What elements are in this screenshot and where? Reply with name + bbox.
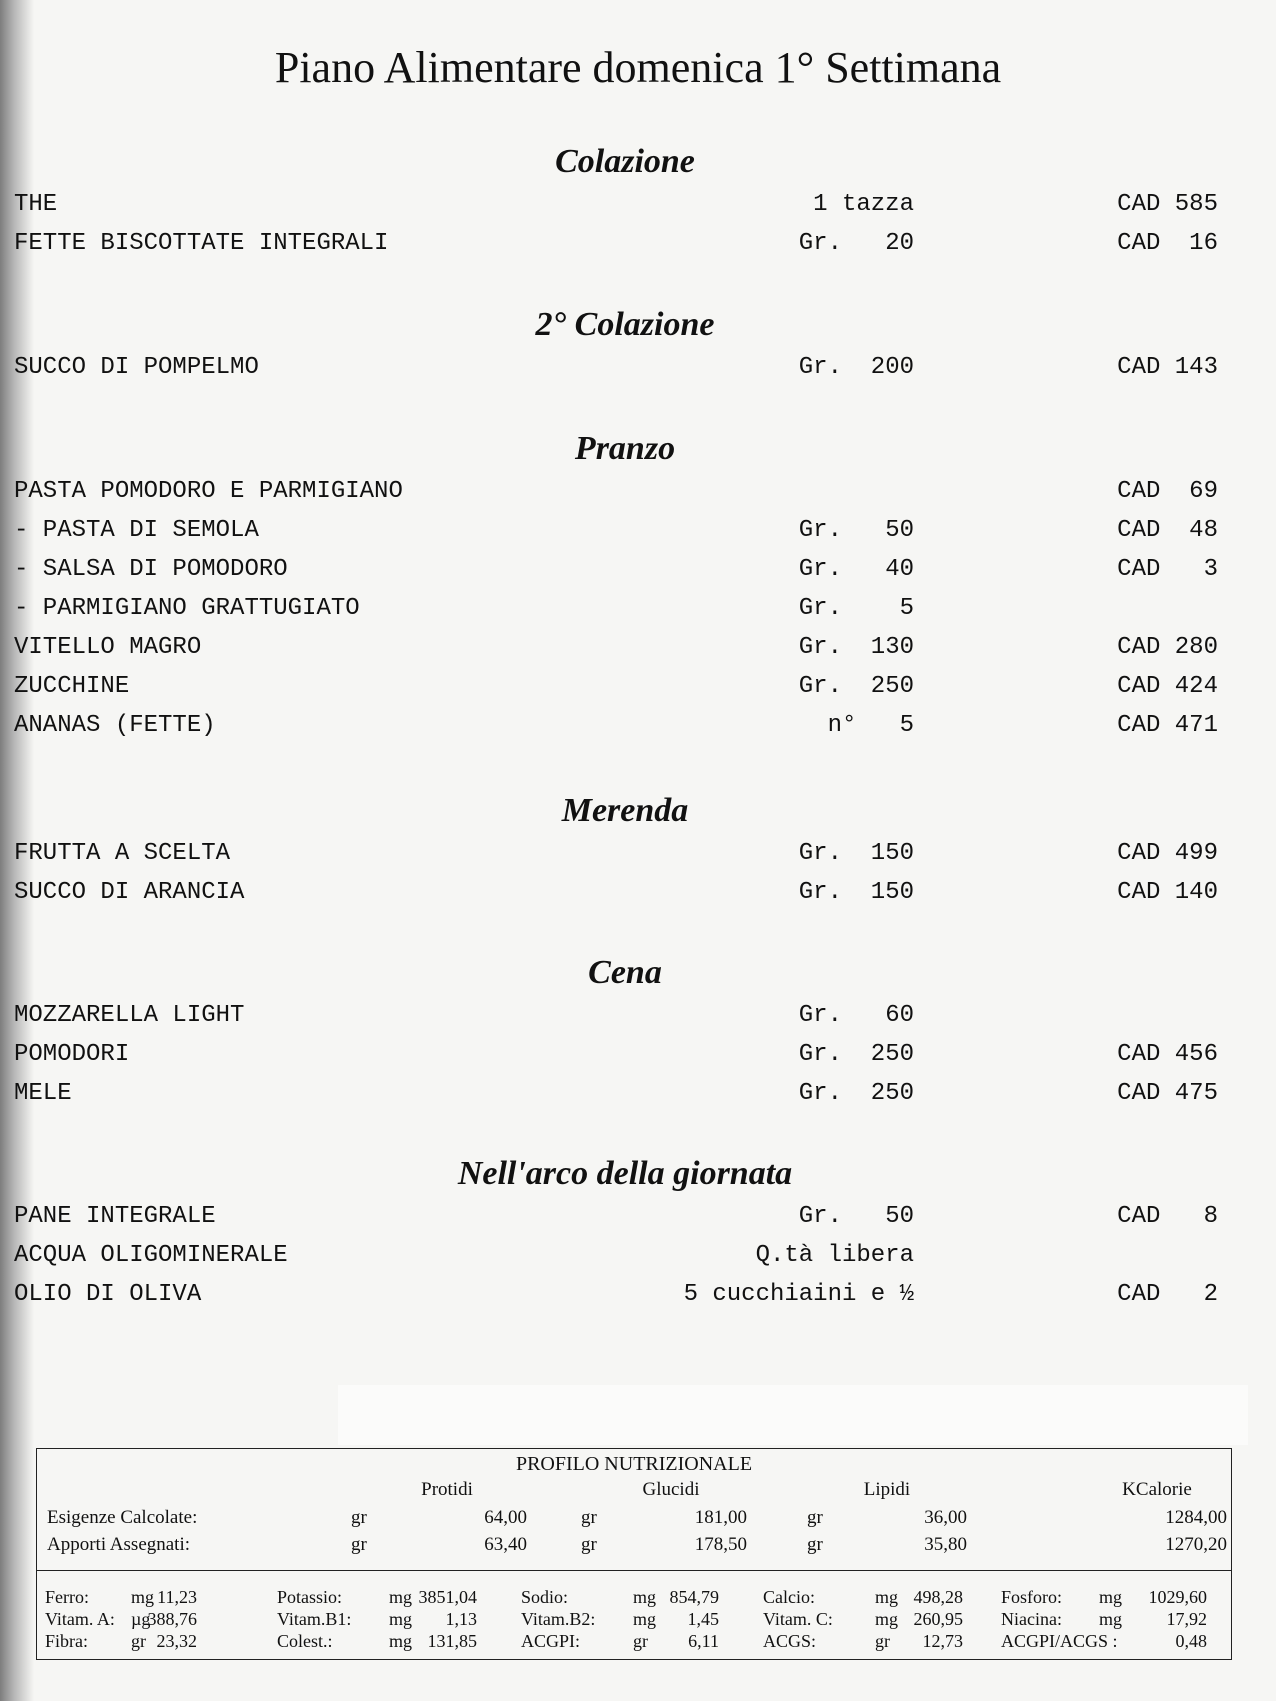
item-name: PANE INTEGRALE [14, 1203, 216, 1230]
protidi-value: 64,00 [484, 1507, 527, 1528]
micro-value: 1029,60 [1148, 1587, 1207, 1607]
micro-value: 260,95 [913, 1609, 963, 1629]
micro-unit: gr [131, 1631, 146, 1651]
micro-unit: mg [1099, 1587, 1123, 1607]
item-name: OLIO DI OLIVA [14, 1281, 202, 1308]
item-name: MELE [14, 1080, 72, 1107]
item-cad: CAD 140 [1117, 879, 1218, 906]
menu-row [0, 1278, 1276, 1312]
item-name: - SALSA DI POMODORO [14, 556, 288, 583]
section-heading: Pranzo [574, 430, 676, 467]
micro-value: 17,92 [1166, 1609, 1207, 1629]
micro-unit: mg [1099, 1609, 1123, 1629]
micro-value: 854,79 [669, 1587, 719, 1607]
micro-label: Vitam.B1: [277, 1609, 352, 1629]
item-quantity: 5 cucchiaini e ½ [683, 1281, 914, 1308]
micro-unit: gr [633, 1631, 648, 1651]
section-heading: 2° Colazione [535, 306, 715, 343]
micro-label: Colest.: [277, 1631, 333, 1651]
micro-value: 12,73 [922, 1631, 963, 1651]
item-quantity: Gr. 150 [798, 879, 914, 906]
item-quantity: Gr. 130 [798, 634, 914, 661]
item-name: FRUTTA A SCELTA [14, 840, 231, 867]
menu-row [0, 999, 1276, 1033]
item-cad: CAD 2 [1117, 1281, 1218, 1308]
unit: gr [581, 1534, 597, 1555]
menu-row [0, 1239, 1276, 1273]
micro-label: Vitam. A: [45, 1609, 115, 1629]
item-name: SUCCO DI POMPELMO [14, 354, 259, 381]
micro-label: Fosforo: [1001, 1587, 1063, 1607]
micro-value: 3851,04 [418, 1587, 477, 1607]
micro-label: Fibra: [45, 1631, 88, 1651]
micro-unit: mg [875, 1609, 899, 1629]
kcal-value: 1284,00 [1165, 1507, 1227, 1528]
item-name: ACQUA OLIGOMINERALE [14, 1242, 288, 1269]
lipidi-value: 36,00 [924, 1507, 967, 1528]
item-name: POMODORI [14, 1041, 130, 1068]
menu-row [0, 475, 1276, 509]
item-quantity: Gr. 20 [798, 230, 914, 257]
item-quantity: Q.tà libera [755, 1242, 914, 1269]
lipidi-value: 35,80 [924, 1534, 967, 1555]
menu-row [0, 837, 1276, 871]
item-quantity: Gr. 5 [798, 595, 914, 622]
kcal-value: 1270,20 [1165, 1534, 1227, 1555]
item-name: ANANAS (FETTE) [14, 712, 216, 739]
item-cad: CAD 143 [1117, 354, 1218, 381]
menu-row [0, 670, 1276, 704]
nutrition-profile-box [36, 1448, 1232, 1660]
item-quantity: n° 5 [827, 712, 914, 739]
unit: gr [351, 1534, 367, 1555]
unit: gr [351, 1507, 367, 1528]
item-cad: CAD 8 [1117, 1203, 1218, 1230]
item-cad: CAD 471 [1117, 712, 1218, 739]
item-name: - PASTA DI SEMOLA [14, 517, 259, 544]
row-label: Esigenze Calcolate: [47, 1507, 198, 1528]
micro-value: 1,45 [687, 1609, 719, 1629]
item-quantity: Gr. 50 [798, 1203, 914, 1230]
header-protidi: Protidi [421, 1479, 473, 1500]
micro-unit: mg [633, 1609, 657, 1629]
header-kcalorie: KCalorie [1122, 1479, 1192, 1500]
item-quantity: Gr. 250 [798, 1041, 914, 1068]
section-heading: Merenda [561, 792, 689, 829]
micro-label: Niacina: [1001, 1609, 1062, 1629]
menu-row [0, 227, 1276, 261]
glucidi-value: 181,00 [694, 1507, 747, 1528]
unit: gr [581, 1507, 597, 1528]
item-name: FETTE BISCOTTATE INTEGRALI [14, 230, 389, 257]
item-name: ZUCCHINE [14, 673, 130, 700]
item-cad: CAD 16 [1117, 230, 1218, 257]
menu-row [0, 188, 1276, 222]
item-quantity: Gr. 50 [798, 517, 914, 544]
menu-row [0, 1077, 1276, 1111]
micro-value: 1,13 [445, 1609, 477, 1629]
micro-label: Sodio: [521, 1587, 569, 1607]
micro-unit: mg [875, 1587, 899, 1607]
item-quantity: Gr. 40 [798, 556, 914, 583]
menu-row [0, 592, 1276, 626]
item-cad: CAD 456 [1117, 1041, 1218, 1068]
micro-value: 388,76 [147, 1609, 197, 1629]
blank-area [338, 1385, 1248, 1445]
item-cad: CAD 475 [1117, 1080, 1218, 1107]
header-lipidi: Lipidi [863, 1479, 911, 1500]
item-cad: CAD 499 [1117, 840, 1218, 867]
menu-row [0, 553, 1276, 587]
menu-row [0, 351, 1276, 385]
micro-value: 6,11 [688, 1631, 719, 1651]
micro-label: Potassio: [277, 1587, 343, 1607]
micro-label: Vitam. C: [763, 1609, 833, 1629]
section-heading: Cena [588, 954, 662, 991]
item-name: - PARMIGIANO GRATTUGIATO [14, 595, 360, 622]
item-cad: CAD 424 [1117, 673, 1218, 700]
menu-row [0, 1200, 1276, 1234]
protidi-value: 63,40 [484, 1534, 527, 1555]
micro-unit: µg [131, 1609, 151, 1629]
micro-unit: mg [389, 1609, 413, 1629]
micro-value: 131,85 [427, 1631, 477, 1651]
micro-label: ACGPI/ACGS : [1001, 1631, 1118, 1651]
item-quantity: Gr. 150 [798, 840, 914, 867]
micro-value: 0,48 [1175, 1631, 1207, 1651]
item-name: MOZZARELLA LIGHT [14, 1002, 245, 1029]
micro-unit: mg [389, 1587, 413, 1607]
micro-label: Calcio: [763, 1587, 815, 1607]
item-name: SUCCO DI ARANCIA [14, 879, 245, 906]
item-cad: CAD 69 [1117, 478, 1218, 505]
micro-value: 11,23 [157, 1587, 197, 1607]
micro-label: ACGPI: [521, 1631, 581, 1651]
item-quantity: Gr. 60 [798, 1002, 914, 1029]
unit: gr [807, 1534, 823, 1555]
micro-label: ACGS: [763, 1631, 817, 1651]
item-cad: CAD 48 [1117, 517, 1218, 544]
micro-label: Ferro: [45, 1587, 89, 1607]
menu-row [0, 876, 1276, 910]
micro-unit: mg [633, 1587, 657, 1607]
profile-divider [37, 1570, 1231, 1571]
page-title: Piano Alimentare domenica 1° Settimana [274, 43, 1002, 92]
unit: gr [807, 1507, 823, 1528]
glucidi-value: 178,50 [694, 1534, 747, 1555]
menu-row [0, 631, 1276, 665]
menu-row [0, 1038, 1276, 1072]
item-cad: CAD 3 [1117, 556, 1218, 583]
micro-label: Vitam.B2: [521, 1609, 596, 1629]
micro-unit: gr [875, 1631, 890, 1651]
item-quantity: Gr. 250 [798, 1080, 914, 1107]
item-cad: CAD 585 [1117, 191, 1218, 218]
menu-row [0, 709, 1276, 743]
item-cad: CAD 280 [1117, 634, 1218, 661]
header-glucidi: Glucidi [642, 1479, 700, 1500]
micro-value: 23,32 [156, 1631, 197, 1651]
item-quantity: 1 tazza [813, 191, 914, 218]
item-quantity: Gr. 200 [798, 354, 914, 381]
item-name: VITELLO MAGRO [14, 634, 202, 661]
item-quantity: Gr. 250 [798, 673, 914, 700]
item-name: PASTA POMODORO E PARMIGIANO [14, 478, 403, 505]
micro-value: 498,28 [913, 1587, 963, 1607]
profile-title: PROFILO NUTRIZIONALE [515, 1453, 753, 1475]
section-heading: Colazione [555, 143, 695, 180]
row-label: Apporti Assegnati: [47, 1534, 191, 1555]
micro-unit: mg [131, 1587, 155, 1607]
menu-row [0, 514, 1276, 548]
micro-unit: mg [389, 1631, 413, 1651]
item-name: THE [14, 191, 58, 218]
section-heading: Nell'arco della giornata [457, 1155, 793, 1192]
